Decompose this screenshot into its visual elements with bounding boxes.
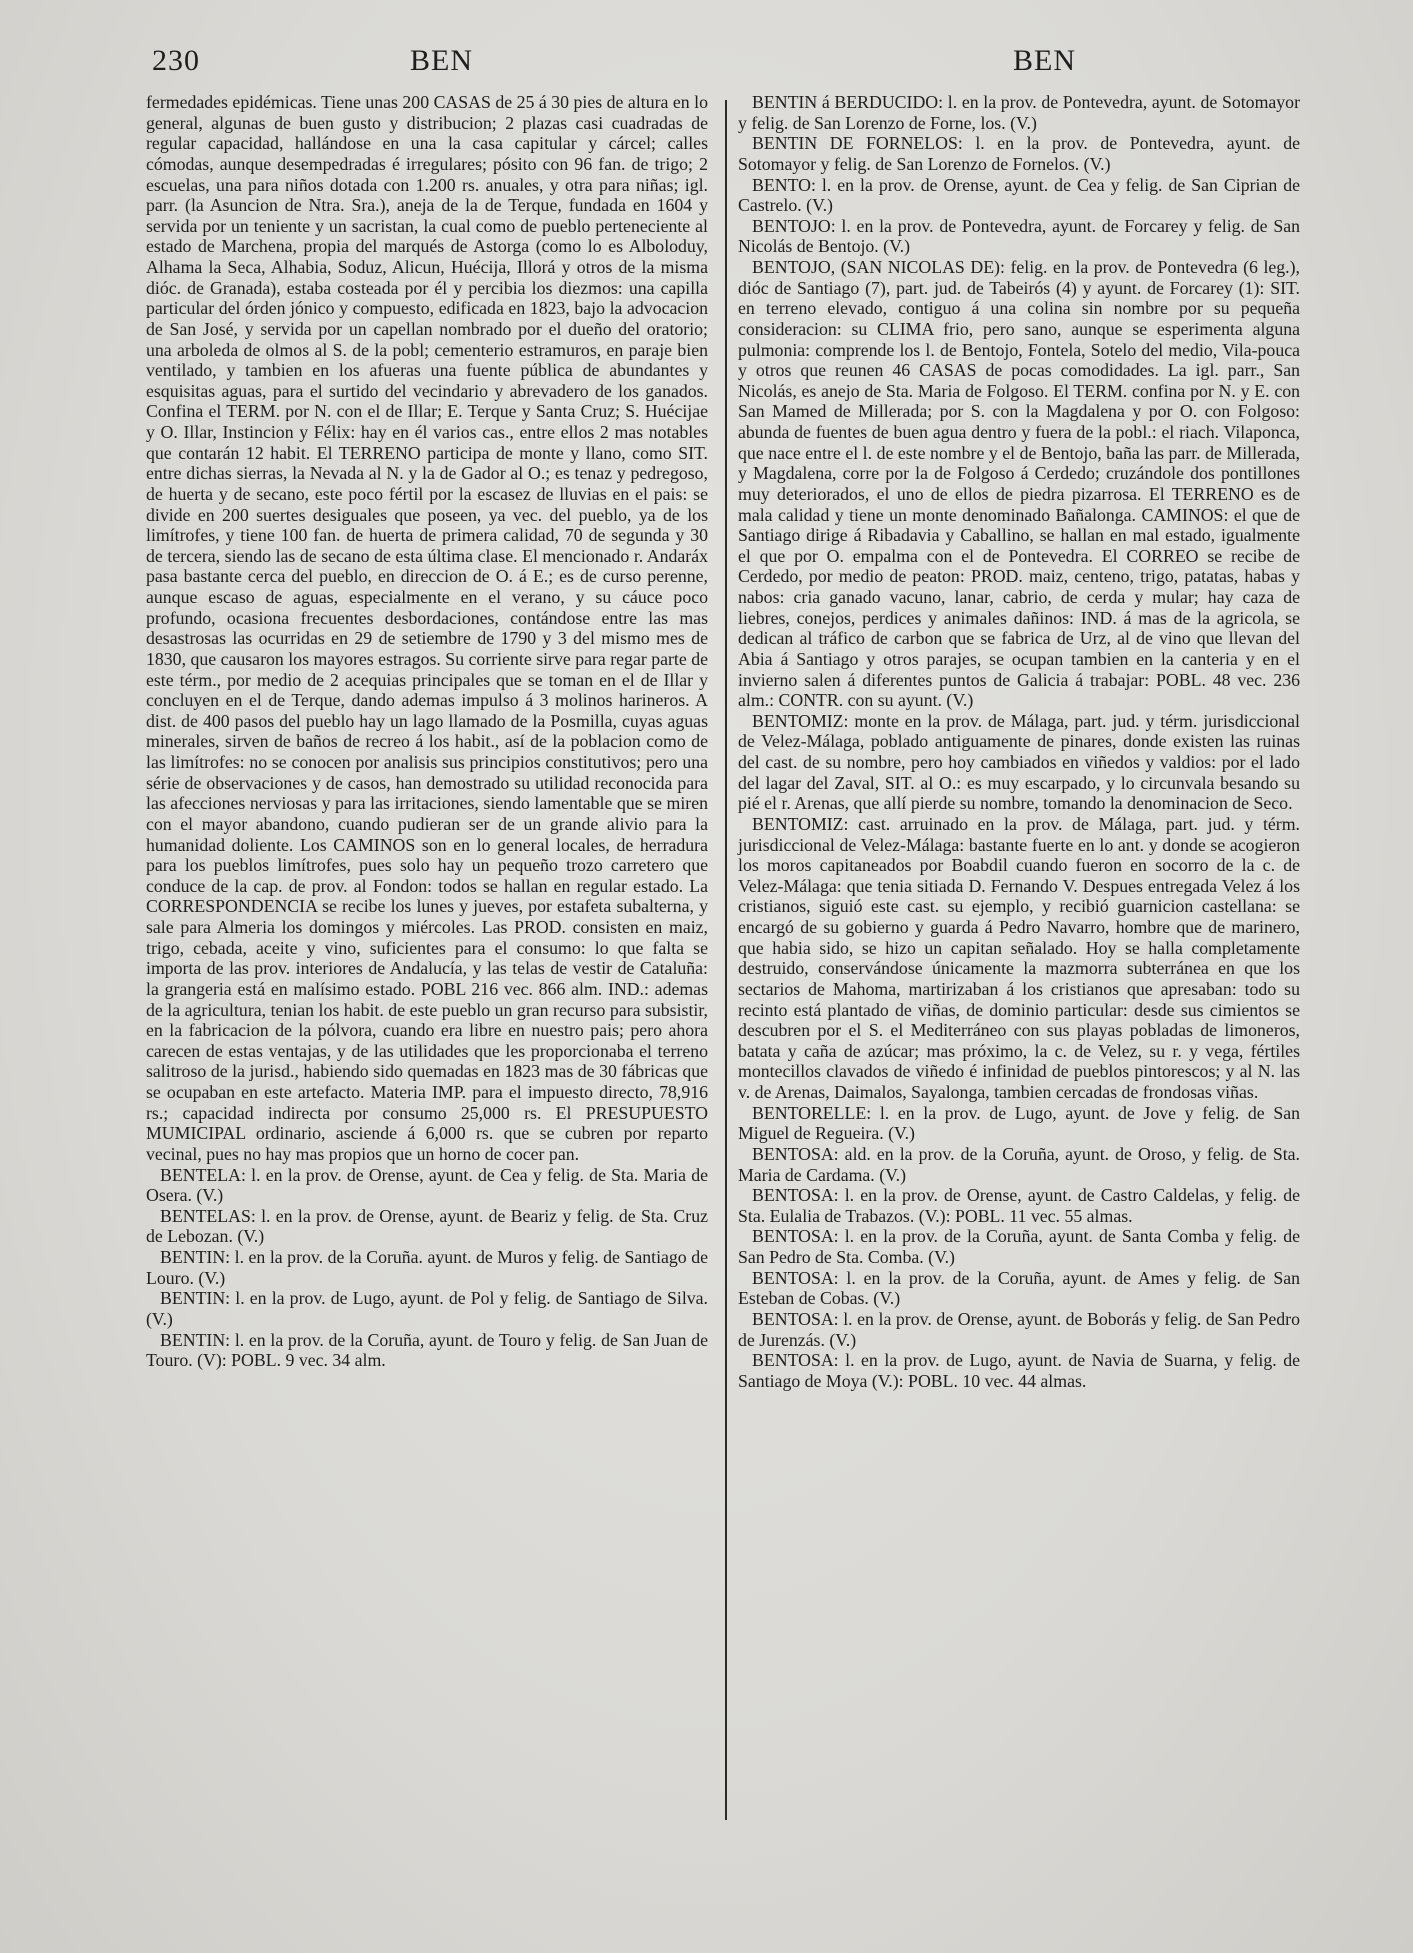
entry-bentelas: BENTELAS: l. en la prov. de Orense, ayunt. de Beariz y felig. de Sta. Cruz de Lebozan. (V.)	[146, 1205, 708, 1247]
entry-bentosa-ames: BENTOSA: l. en la prov. de la Coruña, ayunt. de Ames y felig. de San Esteban de Cobas. (V.)	[738, 1267, 1300, 1309]
entry-bentorelle: BENTORELLE: l. en la prov. de Lugo, ayunt. de Jove y felig. de San Miguel de Regueira. (V.)	[738, 1102, 1300, 1144]
left-column	[146, 92, 708, 1371]
entry-bento: BENTO: l. en la prov. de Orense, ayunt. de Cea y felig. de San Ciprian de Castrelo. (V.)	[738, 174, 1300, 216]
entry-bentomiz-cast: BENTOMIZ: cast. arruinado en la prov. de Málaga, part. jud. y térm. jurisdiccional de Velez-Málaga: bastante fuerte en lo ant. y donde se acogieron los moros capitaneados por Boabdil cuando fueron en socorro de la c. de Velez-Málaga: que tenia sitiada D. Fernando V. Despues entregada Velez á los cristianos, siguió este cast. su ejemplo, y recibió guarnicion castellana: se encargó de su gobierno y guarda á Pedro Navarro, hombre que de marinero, que habia sido, se hizo un capitan señalado. Hoy se halla completamente destruido, conservándose únicamente la mazmorra subterránea en que los sectarios de Mahoma, martirizaban á los cristianos que apresaban: todo su recinto está plantado de viñas, de dominio particular: desde sus cimientos se descubren por el S. el Mediterráneo con sus playas pobladas de limoneros, batata y caña de azúcar; mas próximo, la c. de Velez, su r. y vega, fértiles montecillos clavados de viñedo é infinidad de pueblos pintorescos; y al N. las v. de Arenas, Daimalos, Sayalonga, tambien cercadas de frondosas viñas.	[738, 813, 1300, 1102]
running-head-right: BEN	[1013, 44, 1076, 77]
entry-bentomiz-monte: BENTOMIZ: monte en la prov. de Málaga, part. jud. y térm. jurisdiccional de Velez-Málaga, poblado antiguamente de pinares, donde existen las ruinas del cast. de su nombre, pero hoy cambiados en viñedos y valdios: por el lado del lagar del Zaval, SIT. al O.: es muy escarpado, y lo circunvala besando su pié el r. Arenas, que allí pierde su nombre, tomando la denominacion de Seco.	[738, 710, 1300, 814]
column-divider	[725, 100, 727, 1820]
entry-bentosa-oroso: BENTOSA: ald. en la prov. de la Coruña, ayunt. de Oroso, y felig. de Sta. Maria de Cardama. (V.)	[738, 1143, 1300, 1185]
entry-bentojo: BENTOJO: l. en la prov. de Pontevedra, ayunt. de Forcarey y felig. de San Nicolás de Bentojo. (V.)	[738, 215, 1300, 257]
entry-continuation-paragraph: fermedades epidémicas. Tiene unas 200 CASAS de 25 á 30 pies de altura en lo general, algunas de buen gusto y distribucion; 2 plazas casi cuadradas de regular capacidad, hallándose en una la casa capitular y cárcel; calles cómodas, aunque desempedradas é irregulares; pósito con 96 fan. de trigo; 2 escuelas, una para niños dotada con 1.200 rs. anuales, y otra para niñas; igl. parr. (la Asuncion de Ntra. Sra.), aneja de la de Terque, fundada en 1604 y servida por un teniente y un sacristan, la cual como de pueblo perteneciente al estado de Marchena, propia del marqués de Astorga (como lo es Alboloduy, Alhama la Seca, Alhabia, Soduz, Alicun, Huécija, Illorá y otros de la misma dióc. de Granada), estaba costeada por él y percibia los diezmos: una capilla particular del órden jónico y compuesto, edificada en 1823, bajo la advocacion de San José, y servida por un capellan nombrado por el dueño del oratorio; una arboleda de olmos al S. de la pobl; cementerio estramuros, en paraje bien ventilado, y tambien en los afueras una fuente pública de abundantes y esquisitas aguas, para el surtido del vecindario y abrevadero de los ganados. Confina el TERM. por N. con el de Illar; E. Terque y Santa Cruz; S. Huécijae y O. Illar, Instincion y Félix: hay en él varios cas., entre ellos 2 mas notables que contarán 12 habit. El TERRENO participa de monte y llano, como SIT. entre dichas sierras, la Nevada al N. y la de Gador al O.; es tenaz y pedregoso, de huerta y de secano, este poco fértil por la escasez de lluvias en el pais: se divide en 200 suertes desiguales que poseen, ya vec. del pueblo, ya de los limítrofes, y tiene 100 fan. de huerta de primera calidad, 70 de segunda y 30 de tercera, siendo las de secano de esta última clase. El mencionado r. Andaráx pasa bastante cerca del pueblo, en direccion de O. á E.; es de curso perenne, aunque escaso de aguas, especialmente en el verano, y su cáuce poco profundo, ocasiona frecuentes desbordaciones, contándose entre las mas desastrosas las ocurridas en 29 de setiembre de 1790 y 3 del mismo mes de 1830, que causaron los mayores estragos. Su corriente sirve para regar parte de este térm., por medio de 2 acequias principales que se toman en el de Illar y concluyen en el de Terque, dando ademas impulso á 3 molinos harineros. A dist. de 400 pasos del pueblo hay un lago llamado de la Posmilla, cuyas aguas minerales, sirven de baños de recreo á los habit., así de la poblacion como de las limítrofes: no se conocen por analisis sus principios constitutivos; pero una série de observaciones y de casos, han demostrado su utilidad reconocida para las afecciones nerviosas y para las irritaciones, siendo lamentable que se miren con el mayor abandono, cuando pudieran ser de un grande alivio para la humanidad doliente. Los CAMINOS son en lo general locales, de herradura para los pueblos limítrofes, pues solo hay un pequeño trozo carretero que conduce de la cap. de prov. al Fondon: todos se hallan en regular estado. La CORRESPONDENCIA se recibe los lunes y jueves, por estafeta subalterna, y sale para Almeria los domingos y miércoles. Las PROD. consisten en maiz, trigo, cebada, aceite y vino, suficientes para el consumo: lo que falta se importa de las prov. interiores de Andalucía, y las telas de vestir de Cataluña: la grangeria está en malísimo estado. POBL 216 vec. 866 alm. IND.: ademas de la agricultura, tenian los habit. de este pueblo un gran recurso para subsistir, en la fabricacion de la pólvora, cuando era libre en nuestro pais; pero ahora carecen de estas ventajas, y de las utilidades que les proporcionaba el terreno salitroso de la jurisd., habiendo sido quemadas en 1823 mas de 30 fábricas que se ocupaban en este artefacto. Materia IMP. para el impuesto directo, 78,916 rs.; capacidad indirecta por consumo 25,000 rs. El PRESUPUESTO MUMICIPAL ordinario, asciende á 6,000 rs. que se cubren por reparto vecinal, pues no hay mas propios que un horno de cocer pan.	[146, 92, 708, 1164]
entry-bentojo-san-nicolas: BENTOJO, (SAN NICOLAS DE): felig. en la prov. de Pontevedra (6 leg.), dióc de Santiago (7), part. jud. de Tabeirós (4) y ayunt. de Forcarey (1): SIT. en terreno elevado, contiguo á una colina sin nombre por su pequeña consideracion: su CLIMA frio, pero sano, aunque se esperimenta alguna pulmonia: comprende los l. de Bentojo, Fontela, Sotelo del medio, Vila-pouca y otros que reunen 46 CASAS de pocas comodidades. La igl. parr., San Nicolás, es anejo de Sta. Maria de Folgoso. El TERM. confina por N. y E. con San Mamed de Millerada; por S. con la Magdalena y por O. con Folgoso: abunda de fuentes de buen agua dentro y fuera de la pobl.: el riach. Vilaponca, que nace entre el l. de este nombre y el de Bentojo, baña las parr. de Millerada, y Magdalena, corre por la de Folgoso á Cerdedo; cruzándole dos pontillones muy deteriorados, el uno de ellos de piedra pizarrosa. El TERRENO es de mala calidad y tiene un monte denominado Bañalonga. CAMINOS: el que de Santiago dirige á Ribadavia y Caballino, se hallan en mal estado, igualmente el que por O. empalma con el de Pontevedra. El CORREO se recibe de Cerdedo, por medio de peaton: PROD. maiz, centeno, trigo, patatas, habas y nabos: cria ganado vacuno, lanar, cabrio, de cerda y mular; hay caza de liebres, conejos, perdices y animales dañinos: IND. á mas de la agricola, se dedican al tráfico de carbon que se fabrica de Urz, al de vino que llevan del Abia á Santiago y otros parajes, se ocupan tambien en la canteria y en el invierno salen á diferentes puntos de Galicia á trabajar: POBL. 48 vec. 236 alm.: CONTR. con su ayunt. (V.)	[738, 257, 1300, 711]
running-head-left: BEN	[410, 44, 473, 77]
entry-bentin-pol: BENTIN: l. en la prov. de Lugo, ayunt. de Pol y felig. de Santiago de Silva. (V.)	[146, 1288, 708, 1329]
entry-bentin-de-fornelos: BENTIN DE FORNELOS: l. en la prov. de Pontevedra, ayunt. de Sotomayor y felig. de San Lorenzo de Fornelos. (V.)	[738, 133, 1300, 174]
page-number: 230	[152, 44, 200, 77]
entry-bentin-a-berducido: BENTIN á BERDUCIDO: l. en la prov. de Pontevedra, ayunt. de Sotomayor y felig. de San Lorenzo de Forne, los. (V.)	[738, 92, 1300, 133]
entry-bentela: BENTELA: l. en la prov. de Orense, ayunt. de Cea y felig. de Sta. Maria de Osera. (V.)	[146, 1164, 708, 1206]
page-header	[0, 44, 1413, 94]
entry-bentosa-santa-comba: BENTOSA: l. en la prov. de la Coruña, ayunt. de Santa Comba y felig. de San Pedro de Sta. Comba. (V.)	[738, 1226, 1300, 1267]
right-column	[738, 92, 1300, 1391]
entry-bentin-muros: BENTIN: l. en la prov. de la Coruña. ayunt. de Muros y felig. de Santiago de Louro. (V.)	[146, 1247, 708, 1288]
entry-bentosa-navia: BENTOSA: l. en la prov. de Lugo, ayunt. de Navia de Suarna, y felig. de Santiago de Moya (V.): POBL. 10 vec. 44 almas.	[738, 1350, 1300, 1391]
entry-bentin-touro: BENTIN: l. en la prov. de la Coruña, ayunt. de Touro y felig. de San Juan de Touro. (V): POBL. 9 vec. 34 alm.	[146, 1329, 708, 1371]
entry-bentosa-boboras: BENTOSA: l. en la prov. de Orense, ayunt. de Boborás y felig. de San Pedro de Jurenzás. (V.)	[738, 1308, 1300, 1350]
entry-bentosa-castro-caldelas: BENTOSA: l. en la prov. de Orense, ayunt. de Castro Caldelas, y felig. de Sta. Eulalia de Trabazos. (V.): POBL. 11 vec. 55 almas.	[738, 1185, 1300, 1226]
